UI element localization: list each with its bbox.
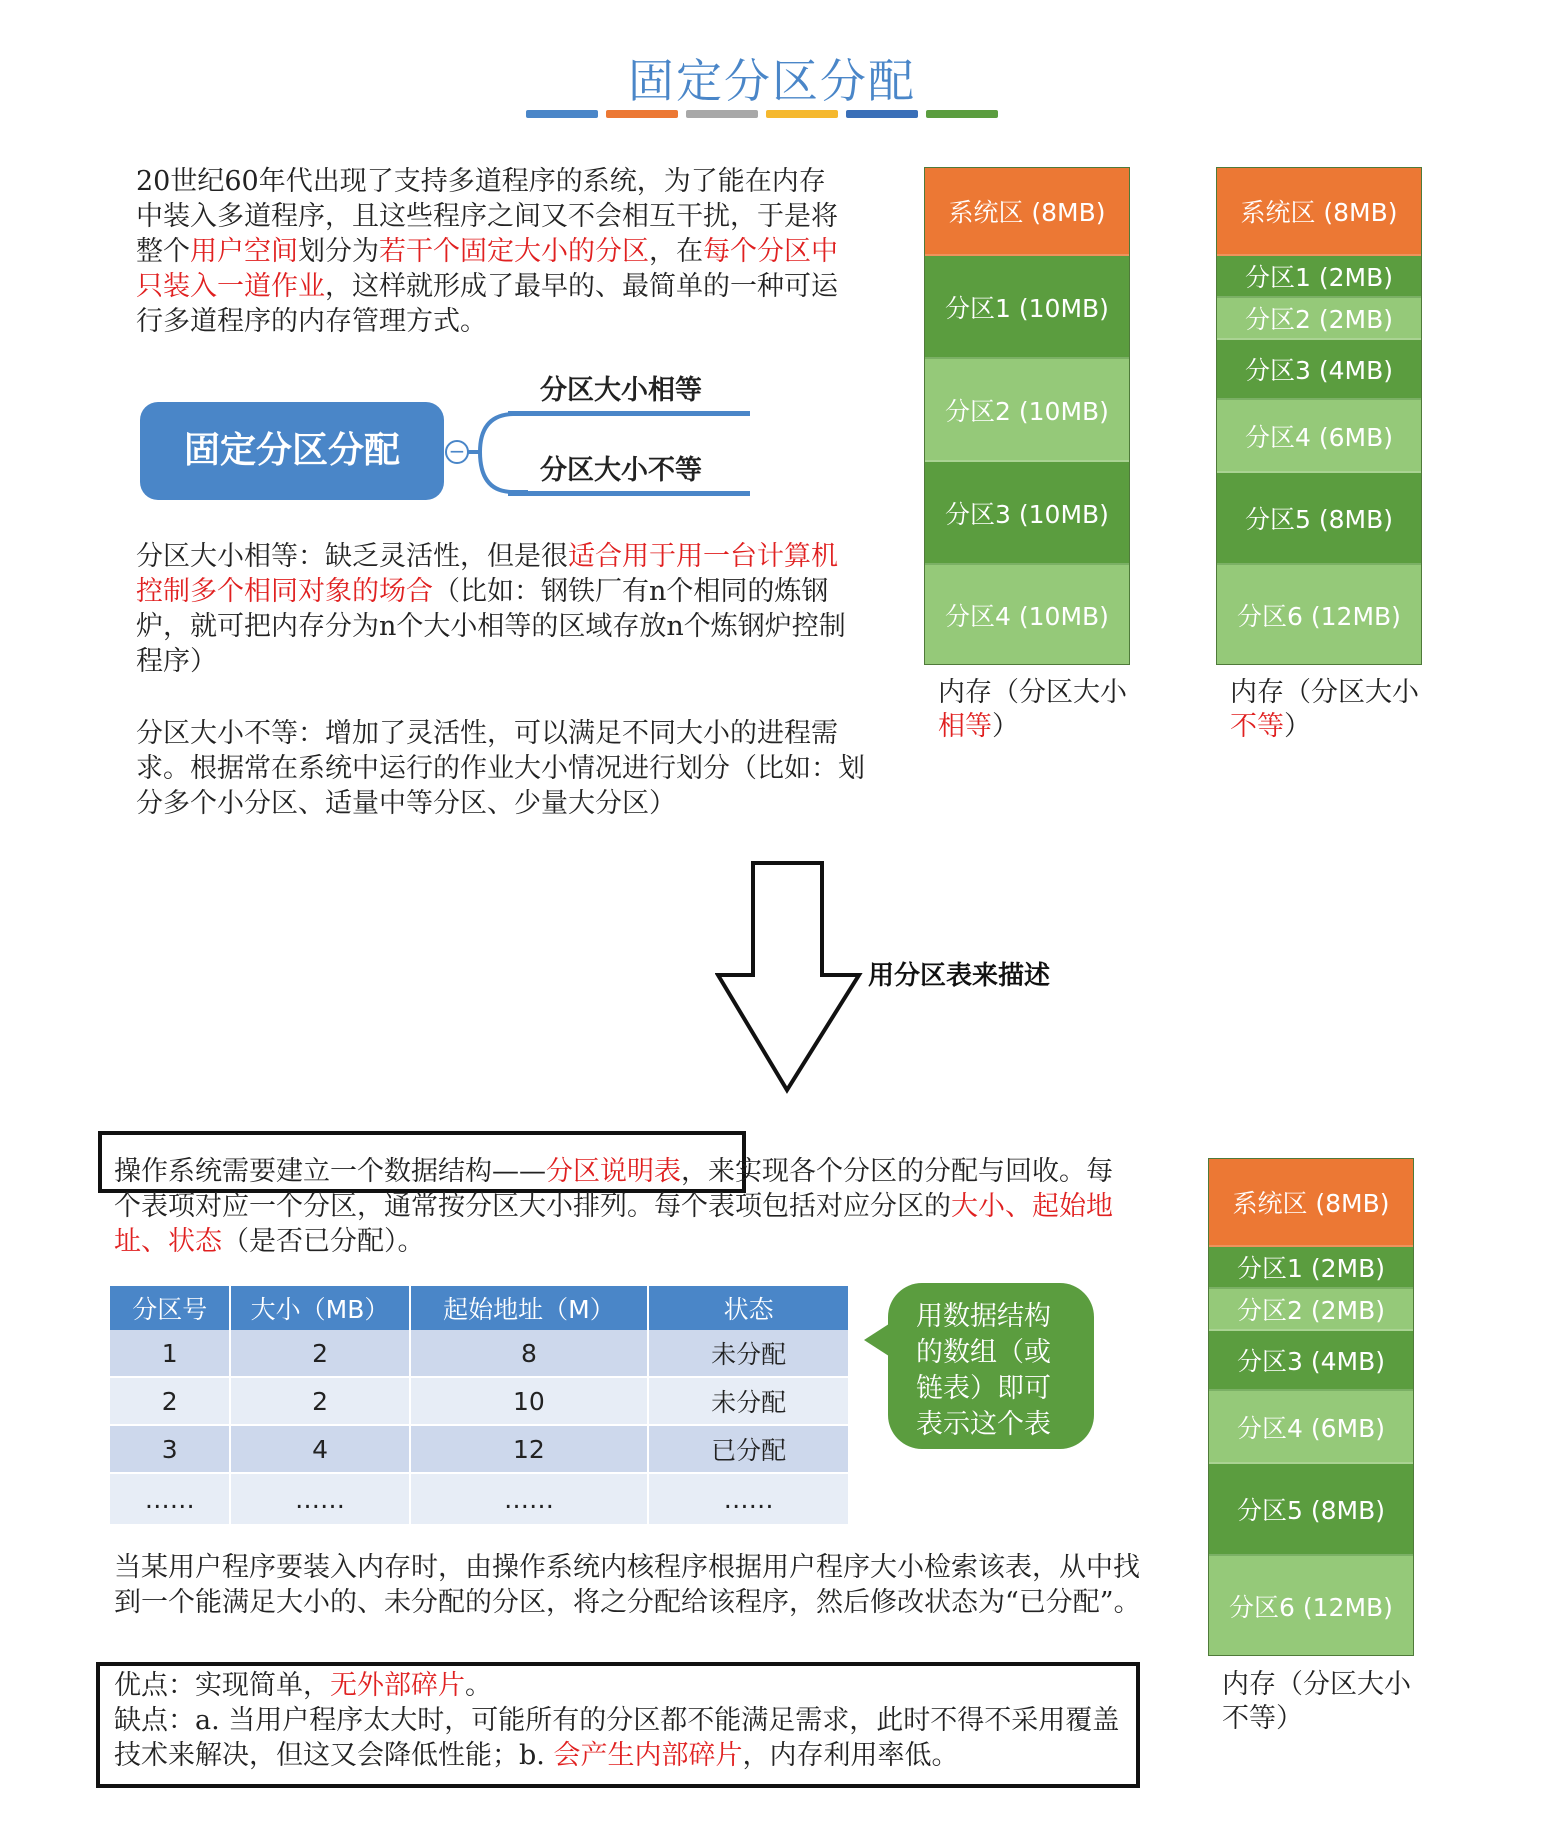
table-cell: 4 <box>230 1425 409 1473</box>
table-cell: …… <box>648 1473 848 1525</box>
pros-cons-text <box>114 1668 1124 1773</box>
title-bar-segment <box>926 110 998 118</box>
table-cell: 未分配 <box>648 1330 848 1377</box>
memory-unequal-label <box>1230 676 1420 744</box>
table-intro-highlight: 大小、起始地址、状态 <box>114 1191 1113 1257</box>
intro-highlight: 若干个固定大小的分区 <box>379 236 649 267</box>
table-cell: 10 <box>410 1377 649 1425</box>
memory-block-partition: 分区1 (2MB) <box>1209 1247 1413 1289</box>
memory-block-partition: 分区4 (6MB) <box>1217 400 1421 473</box>
table-intro-text: ，来实现各个分区的分配与回收。每个表项对应一个分区，通常按分区大小排列。每个表项包括对应分区的 <box>114 1156 1113 1222</box>
intro-text: ，这样就形成了最早的、最简单的一种可运行多道程序的内存管理方式。 <box>136 271 838 337</box>
table-cell: 已分配 <box>648 1425 848 1473</box>
partition-table <box>110 1286 848 1526</box>
equal-desc-text: （比如：钢铁厂有n个相同的炼钢炉，就可把内存分为n个大小相等的区域存放n个炼钢炉控制程序） <box>136 576 846 677</box>
table-cell: 2 <box>230 1330 409 1377</box>
memory-unequal-diagram-bottom <box>1208 1158 1414 1656</box>
table-intro-text: （是否已分配）。 <box>222 1226 425 1257</box>
memory-block-partition: 分区6 (12MB) <box>1217 565 1421 664</box>
title-bar-segment <box>846 110 918 118</box>
label-text: 内存（分区大小 <box>1230 677 1419 708</box>
memory-bottom-label: 内存（分区大小不等） <box>1222 1669 1411 1734</box>
label-text: ） <box>1284 711 1311 742</box>
memory-block-system: 系统区 (8MB) <box>1217 168 1421 256</box>
memory-unequal-diagram <box>1216 167 1422 665</box>
table-cell: 12 <box>410 1425 649 1473</box>
mindmap-branch-unequal[interactable]: 分区大小不等 <box>540 455 702 486</box>
table-cell: …… <box>110 1473 230 1525</box>
memory-block-partition: 分区4 (6MB) <box>1209 1391 1413 1464</box>
memory-block-partition: 分区2 (2MB) <box>1209 1289 1413 1331</box>
memory-equal-diagram <box>924 167 1130 665</box>
intro-paragraph <box>136 164 844 339</box>
intro-text: 划分为 <box>298 236 379 267</box>
table-intro-paragraph <box>114 1154 1124 1259</box>
table-header-row <box>110 1286 848 1330</box>
table-row <box>110 1330 848 1377</box>
memory-block-partition: 分区2 (10MB) <box>925 359 1129 462</box>
cons-text: ，内存利用率低。 <box>742 1740 959 1771</box>
table-header-cell: 大小（MB） <box>230 1286 409 1330</box>
memory-block-system: 系统区 (8MB) <box>1209 1159 1413 1247</box>
title-bar-segment <box>526 110 598 118</box>
table-cell: 8 <box>410 1330 649 1377</box>
cons-text: 缺点：a. 当用户程序太大时，可能所有的分区都不能满足需求，此时不得不采用覆盖技术来解决，但这又会降低性能；b. <box>114 1705 1120 1771</box>
mindmap-root-node[interactable]: 固定分区分配 <box>140 402 444 500</box>
title-bar-segment <box>766 110 838 118</box>
pros-line <box>114 1668 1124 1703</box>
memory-block-partition: 分区2 (2MB) <box>1217 298 1421 340</box>
table-row <box>110 1473 848 1525</box>
label-highlight: 不等 <box>1230 711 1284 742</box>
memory-block-partition: 分区1 (10MB) <box>925 256 1129 359</box>
page-title: 固定分区分配 <box>628 54 916 108</box>
label-text: ） <box>992 711 1019 742</box>
equal-desc-text: 分区大小相等：缺乏灵活性，但是很 <box>136 541 568 572</box>
memory-block-partition: 分区3 (4MB) <box>1217 340 1421 400</box>
pros-highlight: 无外部碎片 <box>330 1670 465 1701</box>
table-intro-highlight: 分区说明表 <box>546 1156 681 1187</box>
label-text: 内存（分区大小 <box>938 677 1127 708</box>
mindmap-branch-underline <box>508 491 750 496</box>
intro-text: 20世纪60年代出现了支持多道程序的系统，为了能在内存中装入多道程序，且这些程序之间又不会相互干扰，于是将整个 <box>136 166 838 267</box>
memory-equal-label <box>938 676 1128 744</box>
memory-block-partition: 分区6 (12MB) <box>1209 1556 1413 1655</box>
title-bar-segment <box>606 110 678 118</box>
intro-highlight: 用户空间 <box>190 236 298 267</box>
table-cell: 未分配 <box>648 1377 848 1425</box>
unequal-size-description: 分区大小不等：增加了灵活性，可以满足不同大小的进程需求。根据常在系统中运行的作业大小情况进行划分（比如：划分多个小分区、适量中等分区、少量大分区） <box>136 718 865 819</box>
table-intro-text: 操作系统需要建立一个数据结构—— <box>114 1156 546 1187</box>
intro-highlight: 每个分区中只装入一道作业 <box>136 236 838 302</box>
table-cell: …… <box>230 1473 409 1525</box>
intro-text: ，在 <box>649 236 703 267</box>
pros-text: 。 <box>465 1670 492 1701</box>
label-highlight: 相等 <box>938 711 992 742</box>
memory-block-partition: 分区4 (10MB) <box>925 565 1129 664</box>
memory-block-system: 系统区 (8MB) <box>925 168 1129 256</box>
title-bar-segment <box>686 110 758 118</box>
mindmap-branch-underline <box>508 411 750 416</box>
table-cell: 2 <box>110 1377 230 1425</box>
mindmap-branch-equal[interactable]: 分区大小相等 <box>540 375 702 406</box>
table-header-cell: 分区号 <box>110 1286 230 1330</box>
collapse-icon[interactable]: − <box>445 440 469 464</box>
table-header-cell: 状态 <box>648 1286 848 1330</box>
memory-block-partition: 分区3 (4MB) <box>1209 1331 1413 1391</box>
allocation-description: 当某用户程序要装入内存时，由操作系统内核程序根据用户程序大小检索该表，从中找到一个能满足大小的、未分配的分区，将之分配给该程序，然后修改状态为“已分配”。 <box>114 1552 1141 1618</box>
table-cell: …… <box>410 1473 649 1525</box>
arrow-label: 用分区表来描述 <box>868 961 1051 991</box>
table-cell: 1 <box>110 1330 230 1377</box>
cons-highlight: 会产生内部碎片 <box>553 1740 743 1771</box>
table-row <box>110 1425 848 1473</box>
table-header-cell: 起始地址（M） <box>410 1286 649 1330</box>
table-row <box>110 1377 848 1425</box>
callout-bubble: 用数据结构的数组（或链表）即可表示这个表 <box>888 1283 1094 1449</box>
cons-line <box>114 1703 1124 1773</box>
equal-desc-highlight: 适合用于用一台计算机控制多个相同对象的场合 <box>136 541 838 607</box>
memory-block-partition: 分区5 (8MB) <box>1217 473 1421 565</box>
memory-block-partition: 分区3 (10MB) <box>925 462 1129 565</box>
pros-text: 优点：实现简单， <box>114 1670 330 1701</box>
memory-block-partition: 分区5 (8MB) <box>1209 1464 1413 1556</box>
memory-block-partition: 分区1 (2MB) <box>1217 256 1421 298</box>
down-arrow-icon <box>715 860 865 1095</box>
equal-size-description <box>136 539 848 679</box>
table-cell: 2 <box>230 1377 409 1425</box>
table-cell: 3 <box>110 1425 230 1473</box>
